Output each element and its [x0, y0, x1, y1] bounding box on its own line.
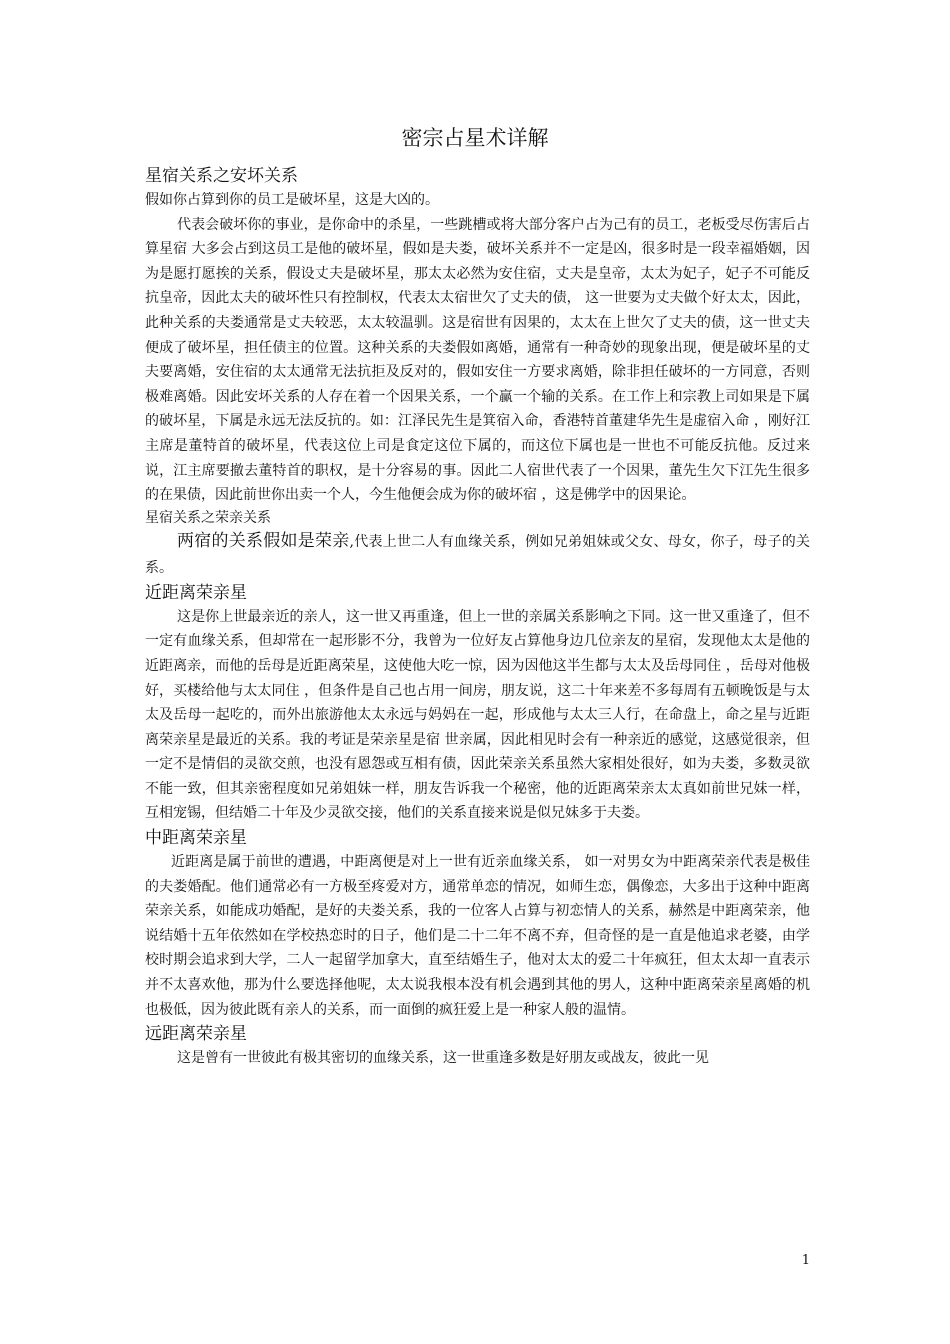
paragraph-far: 这是曾有一世彼此有极其密切的血缘关系，这一世重逢多数是好朋友或战友，彼此一见	[177, 1050, 709, 1067]
paragraph-rong-qin-rest: ,代表上世二人有血缘关系，例如兄弟姐妹或父女、母女，你子，母子的关系。	[145, 533, 810, 576]
paragraph-an-huai: 代表会破坏你的事业，是你命中的杀星，一些跳槽或将大部分客户占为己有的员工，老板受尽伤害后占算星宿 大多会占到这员工是他的破坏星，假如是夫娄，破坏关系并不一定是凶，很多时是一段幸福婚姻，因为是愿打愿挨的关系，假设丈夫是破坏星，那太太必然为安住宿，丈夫是皇帝，太太为妃子，妃子不可能反抗皇帝，因此太夫的破坏性只有控制权，代表太太宿世欠了丈夫的债， 这一世要为丈夫做个好太太，因此，此种关系的夫娄通常是丈夫较恶，太太较温驯。这是宿世有因果的，太太在上世欠了丈夫的债，这一世丈夫便成了破坏星，担任债主的位置。这种关系的夫娄假如离婚，通常有一种奇妙的现象出现，便是破坏星的丈夫要离婚，安住宿的太太通常无法抗拒及反对的，假如安住一方要求离婚，除非担任破坏的一方同意，否则极难离婚。因此安坏关系的人存在着一个因果关系，一个赢一个输的关系。在工作上和宗教上司如果是下属的破坏星，下属是永远无法反抗的。如：江泽民先生是箕宿入命，香港特首董建华先生是虚宿入命 ，刚好江主席是董特首的破坏星，代表这位上司是食定这位下属的，而这位下属也是一世也不可能反抗他。反过来说，江主席要撤去董特首的职权，是十分容易的事。因此二人宿世代表了一个因果，董先生欠下江先生很多的在果债，因此前世你出卖一个人，今生他便会成为你的破坏宿 ，这是佛学中的因果论。	[145, 216, 810, 504]
paragraph-near: 这是你上世最亲近的亲人，这一世又再重逢，但上一世的亲属关系影响之下同。这一世又重逢了，但不一定有血缘关系，但却常在一起形影不分，我曾为一位好友占算他身边几位亲友的星宿，发现他太太是他的近距离亲，而他的岳母是近距离荣星，这使他大吃一惊，因为因他这半生都与太太及岳母同住 ，岳母对他极好，买楼给他与太太同住 ，但条件是自己也占用一间房，朋友说，这二十年来差不多每周有五顿晚饭是与太太及岳母一起吃的，而外出旅游他太太永远与妈妈在一起，形成他与太太三人行，在命盘上，命之星与近距离荣亲星是最近的关系。我的考证是荣亲星是宿 世亲属，因此相见时会有一种亲近的感觉，这感觉很亲，但 一定不是情侣的灵欲交煎，也没有恩怨或互相有债，因此荣亲关系虽然大家相处很好，如为夫娄，多数灵欲不能一致，但其亲密程度如兄弟姐妹一样，朋友告诉我一个秘密，他的近距离荣亲太太真如前世兄妹一样，互相宠锡，但结婚二十年及少灵欲交接，他们的关系直接来说是似兄妹多于夫娄。	[145, 608, 810, 822]
paragraph-rong-qin	[145, 528, 810, 581]
paragraph-middle: 近距离是属于前世的遭遇，中距离便是对上一世有近亲血缘关系， 如一对男女为中距离荣亲代表是极佳的夫娄婚配。他们通常必有一方极至疼爱对方，通常单恋的情况，如师生恋，偶像恋，大多出于这种中距离荣亲关系，如能成功婚配，是好的夫娄关系，我的一位客人占算与初恋情人的关系，赫然是中距离荣亲，他说结婚十五年依然如在学校热恋时的日子，他们是二十二年不离不弃，但奇怪的是一直是他追求老婆，由学校时期会追求到大学，二人一起留学加拿大，直至结婚生子，他对太太的爱二十年疯狂，但太太却一直表示并不太喜欢他，那为什么要选择他呢，太太说我根本没有机会遇到其他的男人，这种中距离荣亲星离婚的机也极低，因为彼此既有亲人的关系，而一面倒的疯狂爱上是一种家人般的温情。	[145, 854, 810, 1018]
section-heading-middle: 中距离荣亲星	[145, 828, 247, 849]
section-heading-near: 近距离荣亲星	[145, 582, 247, 603]
document-title: 密宗占星术详解	[401, 126, 549, 150]
section-heading-rong-qin: 星宿关系之荣亲关系	[145, 509, 271, 526]
paragraph-lead: 假如你占算到你的员工是破坏星，这是大凶的。	[145, 192, 439, 208]
paragraph-rong-qin-emphasis: 两宿的关系假如是荣亲	[177, 530, 350, 551]
page-number: 1	[801, 1253, 810, 1268]
document-body	[145, 164, 810, 1071]
section-heading-far: 远距离荣亲星	[145, 1024, 247, 1045]
section-heading-an-huai: 星宿关系之安坏关系	[145, 166, 298, 186]
